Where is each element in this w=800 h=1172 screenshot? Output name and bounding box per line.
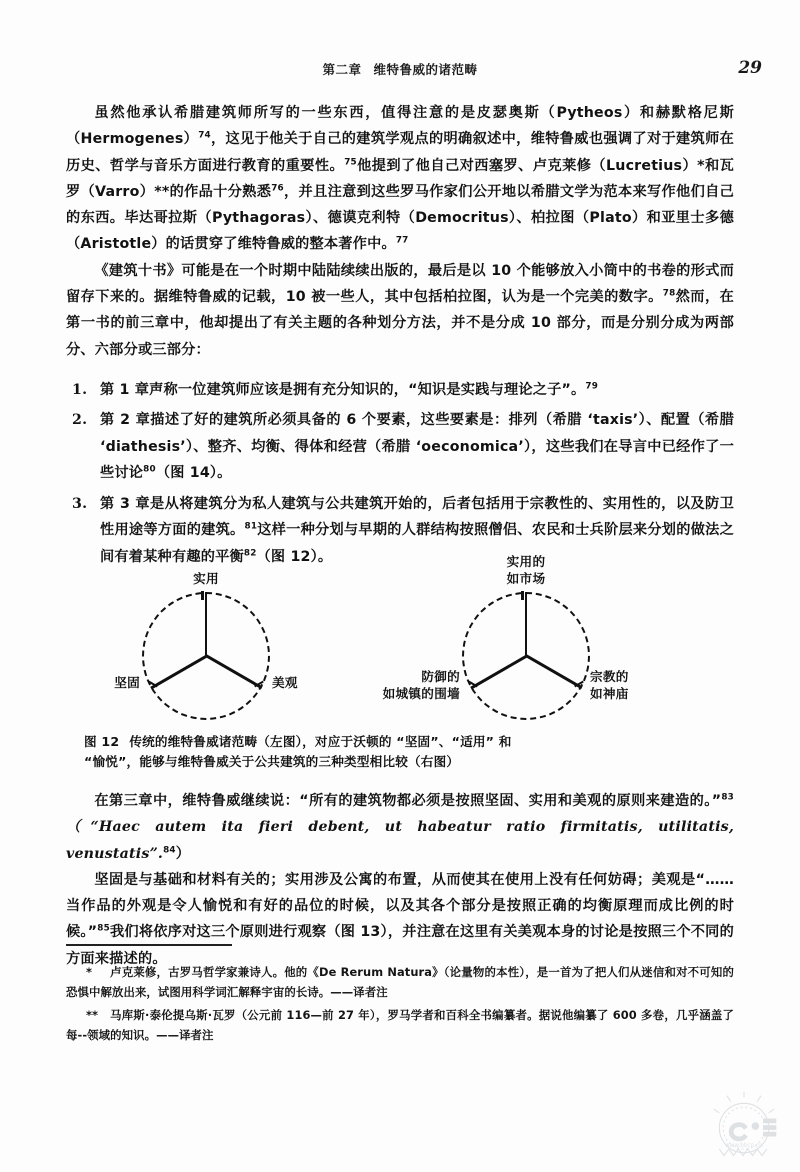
footnote-ref-85: 85 xyxy=(97,923,110,934)
p3-seg-2: ） xyxy=(175,845,191,862)
right-label-bl-line2: 如城镇的围墙 xyxy=(382,686,460,701)
footnote-item xyxy=(66,1005,734,1046)
list-item xyxy=(66,407,734,487)
ordered-list xyxy=(66,377,734,571)
list-marker: 3. xyxy=(72,495,88,512)
svg-text:www.bbcn.cn: www.bbcn.cn xyxy=(725,1143,763,1149)
li2-seg-2: （图 14）。 xyxy=(155,465,232,482)
footnote-ref-77: 77 xyxy=(395,235,409,246)
footnote-marker: ** xyxy=(86,1007,99,1022)
paragraph-1 xyxy=(66,100,734,258)
p1-seg-2: ，这见于他关于自己的建筑学观点的明确叙述中，维特鲁威也强调了对于建筑师在历史、哲学与音乐方面进行教育的重要性。 xyxy=(66,131,735,174)
page-number: 29 xyxy=(738,58,762,78)
footnotes-section xyxy=(66,944,734,1048)
li3-seg-3: （图 12）。 xyxy=(256,548,333,565)
footnote-ref-79: 79 xyxy=(585,381,599,392)
footnote-ref-74: 74 xyxy=(198,130,211,141)
li3-seg-2: 这样一种分划与早期的人群结构按照僧侣、农民和士兵阶层来分划的做法之间有着某种有趣的平衡 xyxy=(100,522,734,565)
footnote-ref-80: 80 xyxy=(143,464,156,475)
footnote-ref-81: 81 xyxy=(244,521,258,532)
figure-12 xyxy=(66,554,734,772)
right-label-top xyxy=(486,553,566,587)
right-label-bottom-left xyxy=(340,668,460,702)
running-head xyxy=(0,60,800,82)
p1-seg-1: 虽然他承认希腊建筑师所写的一些东西，值得注意的是皮瑟奥斯（Pytheos）和赫默格尼斯（Hermogenes） xyxy=(66,105,734,148)
list-item xyxy=(66,491,734,571)
running-head-title xyxy=(0,60,800,78)
watermark-logo-icon xyxy=(696,1090,792,1166)
footnote-text: 卢克莱修，古罗马哲学家兼诗人。他的《De Rerum Natura》（论量物的本性），是一首为了把人们从迷信和对不可知的恐惧中解放出来，试图用科学词汇解释宇宙的长诗。——译者注 xyxy=(66,964,734,1000)
p1-seg-3: 他提到了他自己对西塞罗、卢克莱修（Lucretius）*和瓦罗（Varro）**的作品十分熟悉 xyxy=(66,157,734,200)
tick-top xyxy=(201,591,204,600)
list-marker: 2. xyxy=(72,412,88,429)
footnote-separator-rule xyxy=(66,944,232,946)
spoke-up xyxy=(525,592,528,656)
footnote-ref-84: 84 xyxy=(163,844,176,855)
right-label-bottom-right xyxy=(590,668,629,702)
footnote-ref-82: 82 xyxy=(243,548,257,559)
running-head-subject: 维特鲁威的诸范畴 xyxy=(373,62,478,77)
p2-seg-2: 然而，在第一书的前三章中，他却提出了有关主题的各种划分方法，并不是分成 10 部分，而是分别分成为两部分、六部分或三部分： xyxy=(66,289,734,358)
list-item xyxy=(66,377,734,404)
footnote-text: 马库斯·泰伦提乌斯·瓦罗（公元前 116—前 27 年），罗马学者和百科全书编纂者。据说他编纂了 600 多卷，几乎涵盖了每--领域的知识。——译者注 xyxy=(66,1007,734,1043)
footnote-item xyxy=(66,962,734,1003)
left-label-top: 实用 xyxy=(193,571,219,586)
footnote-ref-83: 83 xyxy=(721,792,734,803)
right-triad-diagram xyxy=(382,554,629,720)
p4-seg-2: 我们将依序对这三个原则进行观察（图 13），并注意在这里有关美观本身的讨论是按照三个不同的方面来描述的。 xyxy=(66,924,734,967)
running-head-chapter: 第二章 xyxy=(322,62,362,77)
right-label-br-line1: 宗教的 xyxy=(590,669,629,684)
right-label-bl-line1: 防御的 xyxy=(421,669,460,684)
footnote-ref-75: 75 xyxy=(344,156,357,167)
footnote-ref-76: 76 xyxy=(271,183,284,194)
li3-seg-1: 第 3 章是从将建筑分为私人建筑与公共建筑开始的，后者包括用于宗教性的、实用性的，以及防卫性用途等方面的建筑。 xyxy=(100,495,734,539)
body-text-column xyxy=(66,100,734,574)
list-marker: 1. xyxy=(72,381,88,398)
figure-caption xyxy=(66,732,734,772)
p3-seg-1: 在第三章中，维特鲁威继续说：“所有的建筑物都必须是按照坚固、实用和美观的原则来建造的。” xyxy=(94,793,722,809)
li1-seg-1: 第 1 章声称一位建筑师应该是拥有充分知识的，“知识是实践与理论之子”。 xyxy=(100,381,586,398)
footnote-ref-78: 78 xyxy=(662,288,676,299)
left-triad-diagram xyxy=(114,571,298,720)
paragraph-2 xyxy=(66,258,734,363)
paragraph-3 xyxy=(66,788,734,867)
right-label-br-line2: 如神庙 xyxy=(590,686,629,701)
right-label-top-line2: 如市场 xyxy=(506,571,546,586)
p3-latin-quote: （“Haec autem ita fieri debent, ut habeatur ratio firmitatis, utilitatis, venustatis”. xyxy=(66,819,734,862)
figure-caption-line1: 传统的维特鲁威诸范畴（左图），对应于沃顿的 “坚固”、“适用” 和 xyxy=(129,734,512,749)
p1-seg-4: ，并且注意到这些罗马作家们公开地以希腊文学为范本来写作他们自己的东西。毕达哥拉斯（Pythagoras）、德谟克利特（Democritus）、柏拉图（Plato）和亚里士多德（Aristotle）的话贯穿了维特鲁威的整本著作中。 xyxy=(66,183,735,253)
p4-seg-1: 坚固是与基础和材料有关的；实用涉及公寓的布置，从而使其在使用上没有任何妨碍；美观是“……当作品的外观是令人愉悦和有好的品位的时候，以及其各个部分是按照正确的均衡原理而成比例的时候。” xyxy=(66,871,734,941)
left-label-bottom-left: 坚固 xyxy=(114,675,140,690)
left-label-bottom-right: 美观 xyxy=(272,675,298,690)
right-label-top-line1: 实用的 xyxy=(506,554,546,569)
figure-caption-line2: “愉悦”，能够与维特鲁威关于公共建筑的三种类型相比较（右图） xyxy=(84,754,460,769)
spoke-up xyxy=(205,592,208,656)
p2-seg-1: 《建筑十书》可能是在一个时期中陆陆续续出版的，最后是以 10 个能够放入小筒中的书卷的形式而留存下来的。据维特鲁威的记载，10 被一些人，其中包括柏拉图，认为是一个完美的数字。 xyxy=(66,262,734,306)
figure-number: 图 12 xyxy=(84,734,120,749)
footnote-marker: * xyxy=(86,964,93,979)
li2-seg-1: 第 2 章描述了好的建筑所必须具备的 6 个要素，这些要素是：排列（希腊 ‘taxis’）、配置（希腊 ‘diathesis’）、整齐、均衡、得体和经营（希腊 ‘oeconomica’），这些我们在导言中已经作了一些讨论 xyxy=(100,412,734,482)
tick-top xyxy=(521,591,524,600)
